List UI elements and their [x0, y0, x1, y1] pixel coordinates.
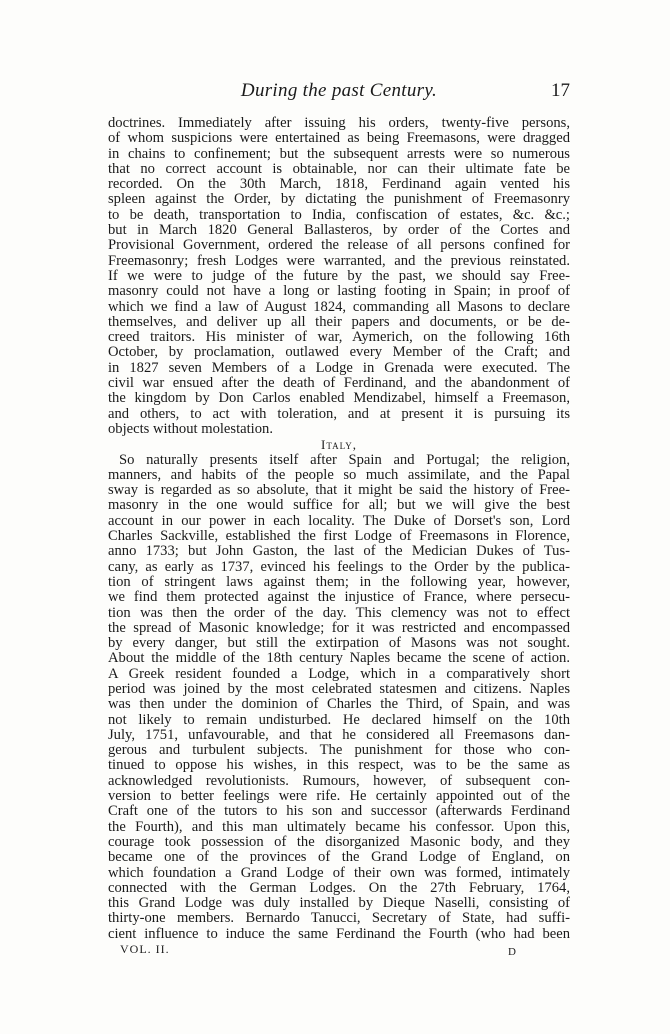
text-line: anno 1733; but John Gaston, the last of the Medician Dukes of Tus- — [108, 543, 570, 560]
text-line: doctrines. Immediately after issuing his orders, twenty-five persons, — [108, 115, 570, 131]
text-line: gerous and turbulent subjects. The punishment for those who con- — [108, 742, 570, 759]
text-line: was then under the dominion of Charles the Third, of Spain, and was — [108, 696, 570, 713]
section-heading: Italy, — [321, 437, 357, 453]
text-line: Craft one of the tutors to his son and successor (afterwards Ferdinand — [108, 803, 570, 820]
text-line: period was joined by the most celebrated statesmen and citizens. Naples — [108, 680, 570, 697]
text-line: objects without molestation. — [108, 420, 273, 437]
text-line: we find them protected against the injustice of France, where persecu- — [108, 589, 570, 606]
text-line: cany, as early as 1737, evinced his feelings to the Order by the publica- — [108, 558, 570, 575]
text-line: civil war ensued after the death of Ferdinand, and the abandonment of — [108, 375, 570, 392]
text-line: to be death, transportation to India, confiscation of estates, &c. &c.; — [108, 206, 570, 223]
running-head — [108, 80, 570, 102]
body-text — [108, 116, 570, 942]
text-line: thirty-one members. Bernardo Tanucci, Secretary of State, had suffi- — [108, 910, 570, 927]
text-line: Freemasonry; fresh Lodges were warranted, and the previous reinstated. — [108, 252, 570, 269]
text-line: by every danger, but still the extirpation of Masons was not sought. — [108, 635, 570, 652]
text-line: of whom suspicions were entertained as being Freemasons, were dragged — [108, 130, 570, 147]
text-line: spleen against the Order, by dictating the punishment of Freemasonry — [108, 191, 570, 208]
signature-mark: D — [508, 946, 516, 958]
volume-label: VOL. II. — [120, 942, 170, 956]
text-line: tion of stringent laws against them; in the following year, however, — [108, 573, 570, 590]
text-line: Provisional Government, ordered the release of all persons confined for — [108, 237, 570, 254]
text-line: masonry could not have a long or lasting footing in Spain; in proof of — [108, 283, 570, 300]
text-line: recorded. On the 30th March, 1818, Ferdinand again vented his — [108, 176, 570, 193]
text-line: the Fourth), and this man ultimately became his confessor. Upon this, — [108, 818, 570, 835]
text-line: October, by proclamation, outlawed every Member of the Craft; and — [108, 344, 570, 361]
text-line: became one of the provinces of the Grand Lodge of England, on — [108, 849, 570, 866]
text-line: in 1827 seven Members of a Lodge in Grenada were executed. The — [108, 359, 570, 376]
page-number: 17 — [551, 80, 570, 101]
text-line: If we were to judge of the future by the past, we should say Free- — [108, 267, 570, 284]
text-line: cient influence to induce the same Ferdinand the Fourth (who had been — [108, 925, 570, 942]
text-line: acknowledged revolutionists. Rumours, however, of subsequent con- — [108, 772, 570, 789]
running-title: During the past Century. — [240, 80, 438, 101]
text-line: So naturally presents itself after Spain and Portugal; the religion, — [119, 451, 570, 468]
text-line: and others, to act with toleration, and at present it is pursuing its — [108, 405, 570, 422]
text-line: account in our power in each locality. The Duke of Dorset's son, Lord — [108, 512, 570, 529]
text-line: connected with the German Lodges. On the 27th February, 1764, — [108, 879, 570, 896]
text-line: the spread of Masonic knowledge; for it was restricted and encompassed — [108, 619, 570, 636]
text-line: in chains to confinement; but the subsequent arrests were so numerous — [108, 145, 570, 162]
page-footer — [120, 942, 520, 958]
text-line: which we find a law of August 1824, commanding all Masons to declare — [108, 298, 570, 315]
text-line: this Grand Lodge was duly installed by Dieque Naselli, consisting of — [108, 895, 570, 912]
text-line: July, 1751, unfavourable, and that he considered all Freemasons dan- — [108, 726, 570, 743]
text-line: courage took possession of the disorganized Masonic body, and they — [108, 833, 570, 850]
text-line: not likely to remain undisturbed. He declared himself on the 10th — [108, 711, 570, 728]
text-line: masonry in the one would suffice for all; but we will give the best — [108, 497, 570, 514]
text-line: manners, and habits of the people so much assimilate, and the Papal — [108, 466, 570, 483]
text-line: the kingdom by Don Carlos enabled Mendizabel, himself a Freemason, — [108, 390, 570, 407]
text-line: tion was then the order of the day. This clemency was not to effect — [108, 604, 570, 621]
text-line: creed traitors. His minister of war, Aymerich, on the following 16th — [108, 329, 570, 346]
text-line: but in March 1820 General Ballasteros, by order of the Cortes and — [108, 222, 570, 239]
text-line: version to better feelings were rife. He certainly appointed out of the — [108, 788, 570, 805]
text-line: tinued to oppose his wishes, in this respect, was to be the same as — [108, 757, 570, 774]
text-line: About the middle of the 18th century Naples became the scene of action. — [108, 650, 570, 667]
text-line: which foundation a Grand Lodge of their own was formed, intimately — [108, 864, 570, 881]
text-line: A Greek resident founded a Lodge, which in a comparatively short — [108, 665, 570, 682]
text-line: that no correct account is obtainable, nor can their ultimate fate be — [108, 160, 570, 177]
text-line: sway is regarded as so absolute, that it might be said the history of Free- — [108, 482, 570, 499]
text-line: Charles Sackville, established the first Lodge of Freemasons in Florence, — [108, 528, 570, 545]
text-line: themselves, and deliver up all their papers and documents, or be de- — [108, 313, 570, 330]
